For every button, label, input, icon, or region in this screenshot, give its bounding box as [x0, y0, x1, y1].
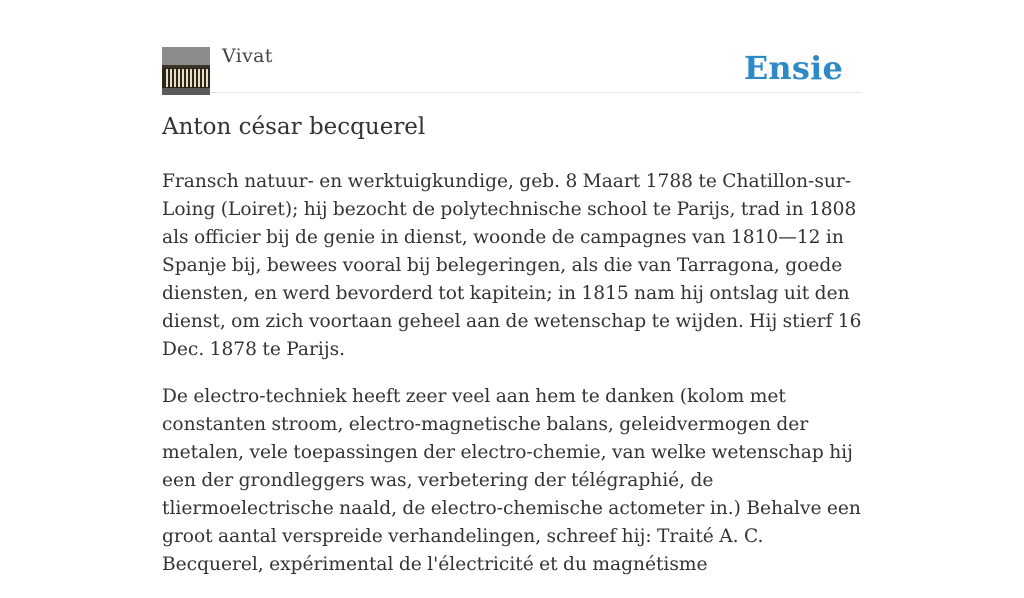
article-paragraph: Fransch natuur- en werktuigkundige, geb. 8 Maart 1788 te Chatillon-sur-Loing (Loiret); hij bezocht de polytechnische school te Parijs, trad in 1808 als officier bij de genie in dienst, woonde de campagnes van 1810—12 in Spanje bij, bewees vooral bij belegeringen, als die van Tarragona, goede diensten, en werd bevorderd tot kapitein; in 1815 nam hij ontslag uit den dienst, om zich voortaan geheel aan de wetenschap te wijden. Hij stierf 16 Dec. 1878 te Parijs. — [162, 171, 862, 360]
book-spines-icon — [162, 47, 210, 95]
article-paragraph: De electro-techniek heeft zeer veel aan hem te danken (kolom met constanten stroom, electro-magnetische balans, geleidvermogen der metalen, vele toepassingen der electro-chemie, van welke wetenschap hij een der grondleggers was, verbetering der télégraphié, de tliermoelectrische naald, de electro-chemische actometer in.) Behalve een groot aantal verspreide verhandelingen, schreef hij: Traité A. C. Becquerel, expérimental de l'électricité et du magnétisme — [162, 386, 861, 575]
header — [162, 0, 862, 93]
avatar[interactable] — [162, 47, 210, 95]
article-body — [162, 168, 862, 598]
page-container — [162, 0, 862, 575]
brand-logo[interactable]: Ensie — [743, 49, 843, 87]
source-name[interactable]: Vivat — [222, 45, 273, 67]
article-title: Anton césar becquerel — [162, 114, 426, 140]
